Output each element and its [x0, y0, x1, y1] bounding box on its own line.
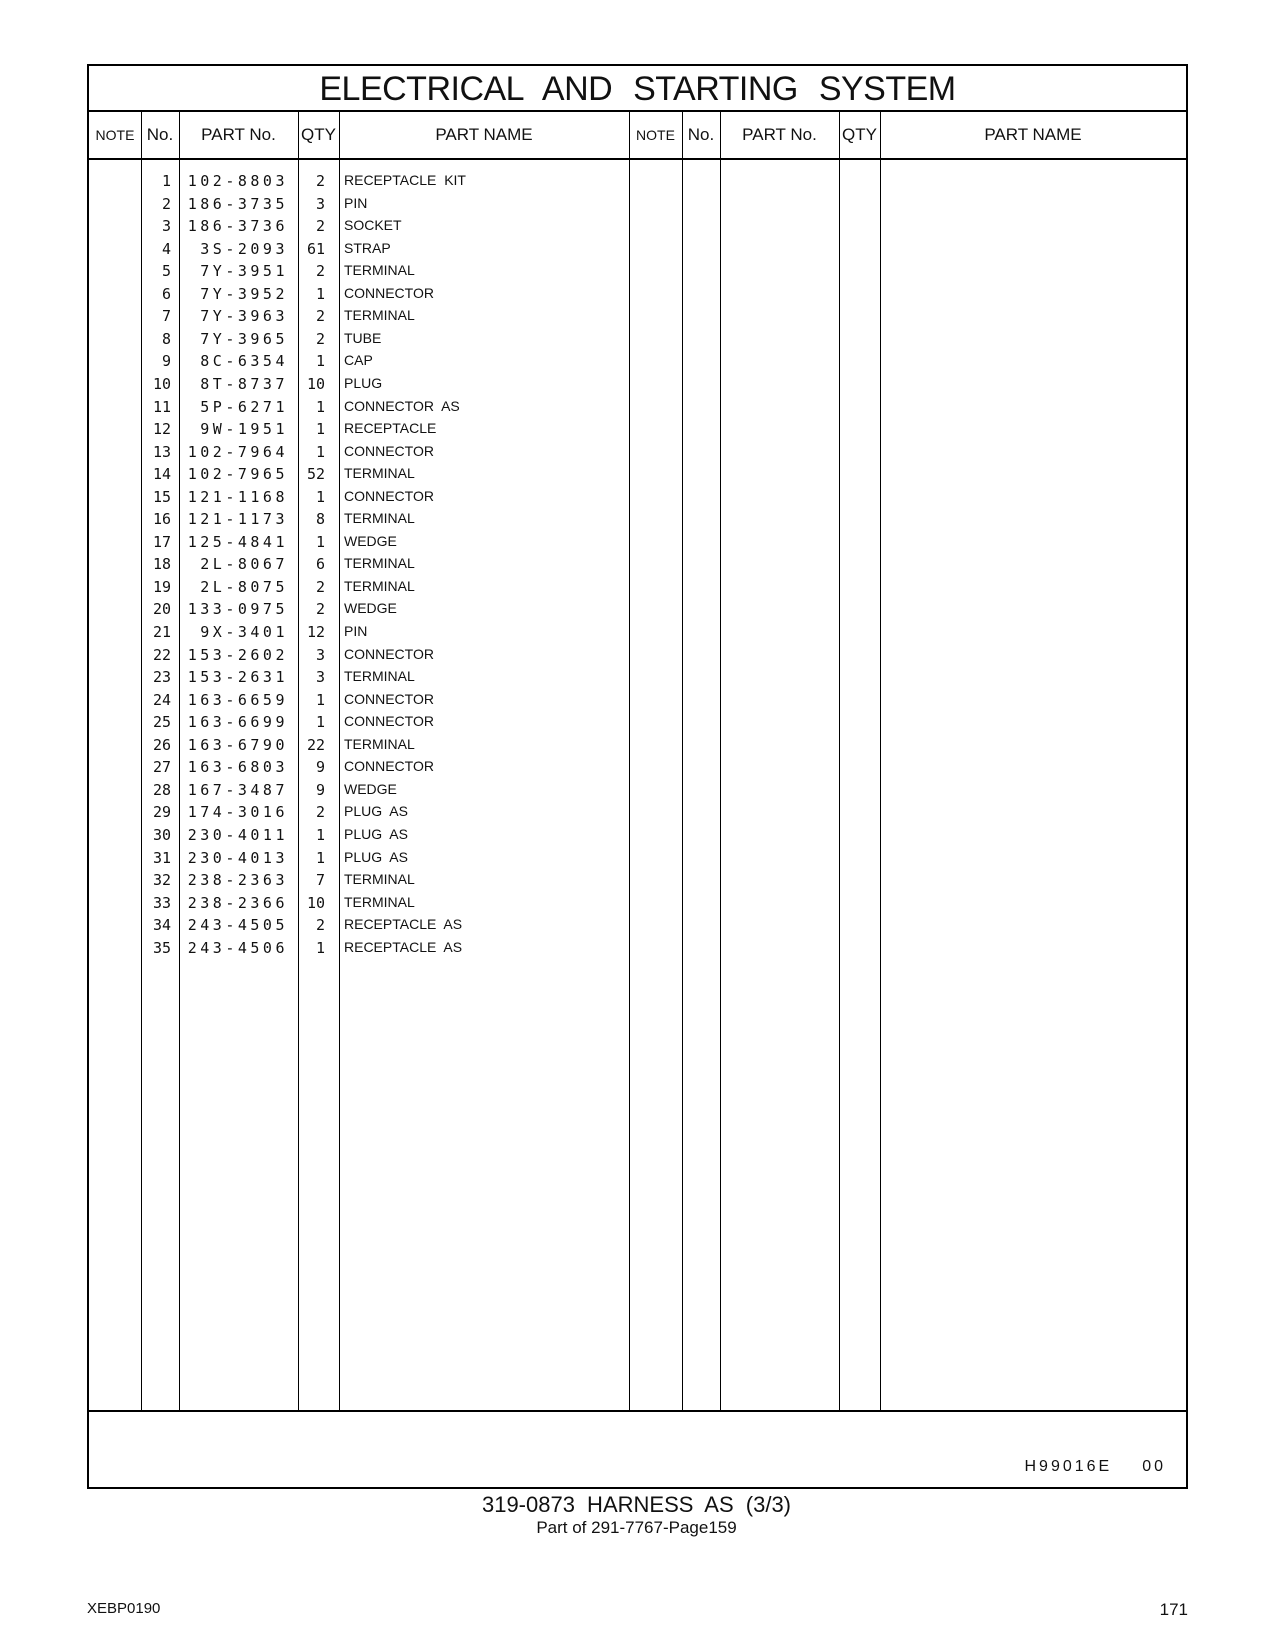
item-number: 7 — [161, 307, 171, 326]
part-number: 9X-3401 — [200, 623, 288, 641]
table-row — [89, 486, 1186, 509]
table-row — [89, 666, 1186, 689]
header-note-right: NOTE — [636, 127, 675, 143]
item-number: 2 — [161, 194, 171, 213]
item-number: 33 — [152, 893, 171, 912]
quantity: 10 — [306, 893, 325, 912]
part-number: 102-8803 — [187, 172, 288, 190]
part-number: 163-6803 — [187, 758, 288, 777]
part-number: 153-2602 — [187, 645, 288, 664]
table-row — [89, 418, 1186, 441]
part-name: RECEPTACLE — [344, 420, 437, 437]
item-number: 9 — [161, 352, 171, 371]
part-name: WEDGE — [344, 600, 397, 617]
table-row — [89, 801, 1186, 824]
table-row — [89, 463, 1186, 486]
part-name: TERMINAL — [344, 555, 415, 572]
part-name: SOCKET — [344, 217, 402, 234]
quantity: 1 — [315, 397, 325, 416]
part-number: 153-2631 — [187, 668, 288, 687]
item-number: 35 — [152, 938, 171, 957]
quantity: 7 — [315, 871, 325, 890]
part-number: 121-1168 — [187, 487, 288, 506]
item-number: 11 — [152, 397, 171, 416]
table-row — [89, 892, 1186, 915]
table-row — [89, 847, 1186, 870]
table-row — [89, 824, 1186, 847]
quantity: 52 — [306, 465, 325, 484]
item-number: 24 — [152, 690, 171, 709]
table-row — [89, 711, 1186, 734]
item-number: 21 — [152, 623, 171, 641]
part-name: TERMINAL — [344, 510, 415, 527]
part-name: CONNECTOR AS — [344, 397, 460, 414]
code-revision: 00 — [1142, 1458, 1166, 1475]
item-number: 1 — [161, 172, 171, 190]
part-name: TERMINAL — [344, 893, 415, 910]
quantity: 22 — [306, 735, 325, 754]
table-bottom-rule — [89, 1410, 1186, 1412]
part-name: WEDGE — [344, 532, 397, 549]
table-row — [89, 396, 1186, 419]
part-number: 238-2366 — [187, 893, 288, 912]
part-name: TERMINAL — [344, 668, 415, 685]
table-row — [89, 734, 1186, 757]
quantity: 6 — [315, 555, 325, 574]
part-number: 230-4011 — [187, 825, 288, 844]
part-name: PIN — [344, 623, 368, 639]
table-row — [89, 373, 1186, 396]
item-number: 23 — [152, 668, 171, 687]
table-row — [89, 215, 1186, 238]
item-number: 6 — [161, 284, 171, 303]
page-title: ELECTRICAL AND STARTING SYSTEM — [89, 66, 1186, 112]
part-name: CONNECTOR — [344, 645, 434, 662]
item-number: 18 — [152, 555, 171, 574]
table-row — [89, 305, 1186, 328]
quantity: 1 — [315, 713, 325, 732]
part-name: CONNECTOR — [344, 442, 434, 459]
item-number: 8 — [161, 329, 171, 348]
item-number: 30 — [152, 825, 171, 844]
part-name: STRAP — [344, 239, 391, 256]
part-name: PIN — [344, 194, 368, 211]
quantity: 1 — [315, 848, 325, 867]
header-part-name-left: PART NAME — [435, 125, 533, 144]
item-number: 29 — [152, 803, 171, 822]
table-row — [89, 553, 1186, 576]
quantity: 8 — [315, 510, 325, 529]
quantity: 2 — [315, 600, 325, 619]
part-number: 186-3736 — [187, 217, 288, 236]
item-number: 14 — [152, 465, 171, 484]
quantity: 2 — [315, 172, 325, 190]
part-number: 163-6699 — [187, 713, 288, 732]
part-name: RECEPTACLE KIT — [344, 172, 466, 188]
table-row — [89, 328, 1186, 351]
page-number: 171 — [1159, 1600, 1188, 1619]
quantity: 1 — [315, 825, 325, 844]
table-row — [89, 170, 1186, 193]
part-name: TERMINAL — [344, 735, 415, 752]
table-row — [89, 350, 1186, 373]
part-number: 125-4841 — [187, 532, 288, 551]
header-part-no-left: PART No. — [201, 125, 276, 144]
table-row — [89, 937, 1186, 960]
code-id: H99016E — [1024, 1458, 1113, 1475]
table-row — [89, 260, 1186, 283]
part-name: RECEPTACLE AS — [344, 938, 463, 955]
part-number: 8T-8737 — [200, 374, 288, 393]
part-number: 163-6790 — [187, 735, 288, 754]
part-name: WEDGE — [344, 780, 397, 797]
quantity: 2 — [315, 916, 325, 935]
part-number: 186-3735 — [187, 194, 288, 213]
table-row — [89, 644, 1186, 667]
header-part-name-right: PART NAME — [984, 125, 1082, 144]
table-row — [89, 598, 1186, 621]
item-number: 20 — [152, 600, 171, 619]
part-number: 167-3487 — [187, 780, 288, 799]
part-number: 163-6659 — [187, 690, 288, 709]
part-number: 102-7964 — [187, 442, 288, 461]
quantity: 3 — [315, 194, 325, 213]
part-name: CAP — [344, 352, 373, 369]
part-number: 7Y-3965 — [200, 329, 288, 348]
quantity: 9 — [315, 780, 325, 799]
part-number: 2L-8067 — [200, 555, 288, 574]
quantity: 3 — [315, 668, 325, 687]
item-number: 4 — [161, 239, 171, 258]
part-number: 238-2363 — [187, 871, 288, 890]
quantity: 1 — [315, 532, 325, 551]
table-row — [89, 779, 1186, 802]
item-number: 31 — [152, 848, 171, 867]
part-number: 9W-1951 — [200, 420, 288, 439]
item-number: 27 — [152, 758, 171, 777]
item-number: 10 — [152, 374, 171, 393]
quantity: 2 — [315, 329, 325, 348]
part-number: 7Y-3952 — [200, 284, 288, 303]
part-name: CONNECTOR — [344, 487, 434, 504]
table-row — [89, 441, 1186, 464]
part-name: TERMINAL — [344, 307, 415, 324]
table-row — [89, 689, 1186, 712]
quantity: 1 — [315, 284, 325, 303]
part-name: PLUG AS — [344, 803, 408, 820]
header-qty-left: QTY — [301, 125, 336, 144]
part-number: 8C-6354 — [200, 352, 288, 371]
part-name: PLUG AS — [344, 848, 408, 865]
item-number: 34 — [152, 916, 171, 935]
document-code — [1024, 1458, 1166, 1476]
header-no-right: No. — [687, 125, 715, 144]
quantity: 1 — [315, 442, 325, 461]
part-name: PLUG — [344, 374, 383, 391]
item-number: 19 — [152, 577, 171, 596]
part-number: 5P-6271 — [200, 397, 288, 416]
item-number: 3 — [161, 217, 171, 236]
assembly-subcaption: Part of 291-7767-Page159 — [536, 1518, 737, 1537]
assembly-caption: 319-0873 HARNESS AS (3/3) — [481, 1492, 792, 1517]
quantity: 1 — [315, 690, 325, 709]
part-number: 133-0975 — [187, 600, 288, 619]
quantity: 1 — [315, 938, 325, 957]
quantity: 2 — [315, 803, 325, 822]
item-number: 26 — [152, 735, 171, 754]
quantity: 2 — [315, 577, 325, 596]
table-row — [89, 193, 1186, 216]
item-number: 28 — [152, 780, 171, 799]
parts-list-frame — [87, 64, 1188, 1489]
table-row — [89, 621, 1186, 644]
header-qty-right: QTY — [842, 125, 877, 144]
quantity: 2 — [315, 307, 325, 326]
part-name: TUBE — [344, 329, 382, 346]
part-name: RECEPTACLE AS — [344, 916, 463, 933]
part-number: 121-1173 — [187, 510, 288, 529]
item-number: 22 — [152, 645, 171, 664]
table-row — [89, 283, 1186, 306]
part-number: 230-4013 — [187, 848, 288, 867]
header-part-no-right: PART No. — [742, 125, 817, 144]
part-number: 2L-8075 — [200, 577, 288, 596]
quantity: 1 — [315, 420, 325, 439]
item-number: 15 — [152, 487, 171, 506]
part-name: TERMINAL — [344, 871, 415, 888]
table-row — [89, 869, 1186, 892]
quantity: 12 — [306, 623, 325, 641]
part-name: CONNECTOR — [344, 713, 434, 730]
item-number: 13 — [152, 442, 171, 461]
header-no-left: No. — [146, 125, 174, 144]
part-name: TERMINAL — [344, 465, 415, 482]
part-name: CONNECTOR — [344, 758, 434, 775]
quantity: 9 — [315, 758, 325, 777]
item-number: 25 — [152, 713, 171, 732]
table-row — [89, 576, 1186, 599]
table-row — [89, 531, 1186, 554]
quantity: 2 — [315, 217, 325, 236]
footer-doc-number: XEBP0190 — [87, 1600, 161, 1617]
part-name: CONNECTOR — [344, 284, 434, 301]
part-name: TERMINAL — [344, 262, 415, 279]
part-number: 174-3016 — [187, 803, 288, 822]
table-header — [89, 112, 1186, 160]
item-number: 17 — [152, 532, 171, 551]
header-note-left: NOTE — [95, 127, 135, 143]
part-number: 243-4505 — [187, 916, 288, 935]
item-number: 5 — [161, 262, 171, 281]
part-name: TERMINAL — [344, 577, 415, 594]
part-number: 102-7965 — [187, 465, 288, 484]
item-number: 32 — [152, 871, 171, 890]
part-name: PLUG AS — [344, 825, 408, 842]
part-name: CONNECTOR — [344, 690, 434, 707]
part-number: 3S-2093 — [200, 239, 288, 258]
quantity: 1 — [315, 352, 325, 371]
part-number: 7Y-3963 — [200, 307, 288, 326]
part-number: 243-4506 — [187, 938, 288, 957]
table-row — [89, 756, 1186, 779]
table-row — [89, 238, 1186, 261]
part-number: 7Y-3951 — [200, 262, 288, 281]
quantity: 3 — [315, 645, 325, 664]
quantity: 10 — [306, 374, 325, 393]
table-row — [89, 508, 1186, 531]
item-number: 16 — [152, 510, 171, 529]
quantity: 1 — [315, 487, 325, 506]
item-number: 12 — [152, 420, 171, 439]
quantity: 2 — [315, 262, 325, 281]
table-row — [89, 914, 1186, 937]
quantity: 61 — [306, 239, 325, 258]
